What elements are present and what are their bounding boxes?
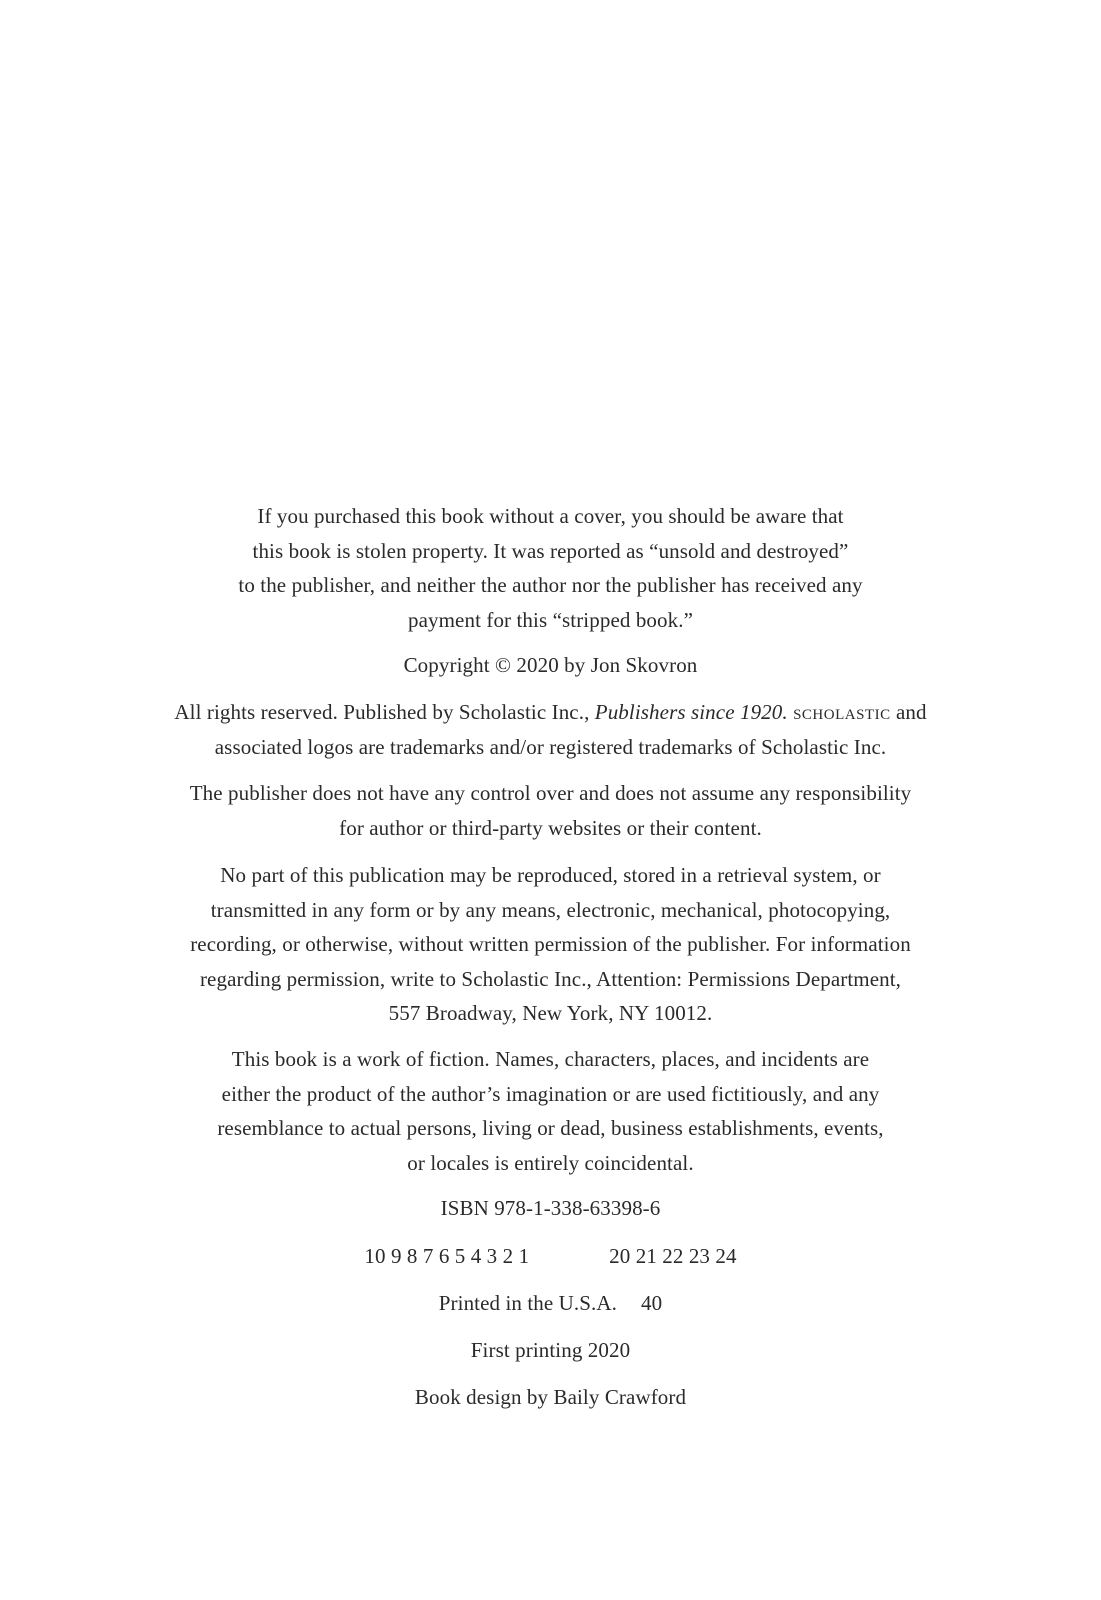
- first-printing-line: First printing 2020: [470, 1338, 631, 1362]
- publisher-tagline: Publishers since 1920.: [594, 700, 788, 724]
- rights-line-1: [0, 695, 1101, 730]
- printed-in: [0, 1286, 1101, 1321]
- notice-line: If you purchased this book without a cover, you should be aware that: [257, 504, 844, 528]
- rights-statement: [0, 695, 1101, 764]
- reproduction-line: transmitted in any form or by any means, electronic, mechanical, photocopying,: [210, 897, 891, 922]
- notice-line: payment for this “stripped book.”: [408, 607, 693, 632]
- fiction-line: or locales is entirely coincidental.: [407, 1150, 694, 1175]
- responsibility-disclaimer: [0, 776, 1101, 845]
- reproduction-line: 557 Broadway, New York, NY 10012.: [388, 1001, 713, 1025]
- scholastic-trademark: scholastic: [793, 700, 891, 724]
- copyright-line: Copyright © 2020 by Jon Skovron: [403, 653, 698, 677]
- reproduction-line: No part of this publication may be reproduced, stored in a retrieval system, or: [220, 863, 881, 887]
- stripped-book-notice: [0, 499, 1101, 637]
- design-credit: [0, 1380, 1101, 1415]
- impression-numbers: 10 9 8 7 6 5 4 3 2 1: [364, 1244, 530, 1268]
- isbn: [0, 1191, 1101, 1226]
- isbn-line: ISBN 978-1-338-63398-6: [440, 1196, 661, 1220]
- fiction-line: resemblance to actual persons, living or dead, business establishments, events,: [217, 1116, 884, 1140]
- notice-line: this book is stolen property. It was reported as “unsold and destroyed”: [252, 538, 849, 563]
- fiction-disclaimer: [0, 1042, 1101, 1180]
- rights-line-2: associated logos are trademarks and/or registered trademarks of Scholastic Inc.: [214, 734, 887, 759]
- rights-text: All rights reserved. Published by Scholastic Inc.,: [174, 700, 595, 724]
- disclaimer-line: for author or third-party websites or their content.: [339, 815, 762, 840]
- printed-in-text: Printed in the U.S.A.: [438, 1291, 618, 1315]
- reproduction-notice: [0, 858, 1101, 1031]
- fiction-line: either the product of the author’s imagination or are used fictitiously, and any: [221, 1081, 880, 1106]
- notice-line: to the publisher, and neither the author nor the publisher has received any: [238, 573, 863, 597]
- reproduction-line: recording, or otherwise, without written permission of the publisher. For information: [190, 932, 911, 956]
- disclaimer-line: The publisher does not have any control over and does not assume any responsibility: [189, 781, 912, 805]
- printing-numbers: [0, 1239, 1101, 1274]
- first-printing: [0, 1333, 1101, 1368]
- design-credit-line: Book design by Baily Crawford: [414, 1385, 687, 1409]
- copyright-notice: [0, 648, 1101, 683]
- printing-years: 20 21 22 23 24: [609, 1244, 737, 1268]
- rights-text-end: and: [890, 700, 927, 724]
- reproduction-line: regarding permission, write to Scholastic Inc., Attention: Permissions Department,: [199, 966, 902, 991]
- fiction-line: This book is a work of fiction. Names, characters, places, and incidents are: [231, 1047, 870, 1071]
- printer-code: 40: [641, 1291, 663, 1315]
